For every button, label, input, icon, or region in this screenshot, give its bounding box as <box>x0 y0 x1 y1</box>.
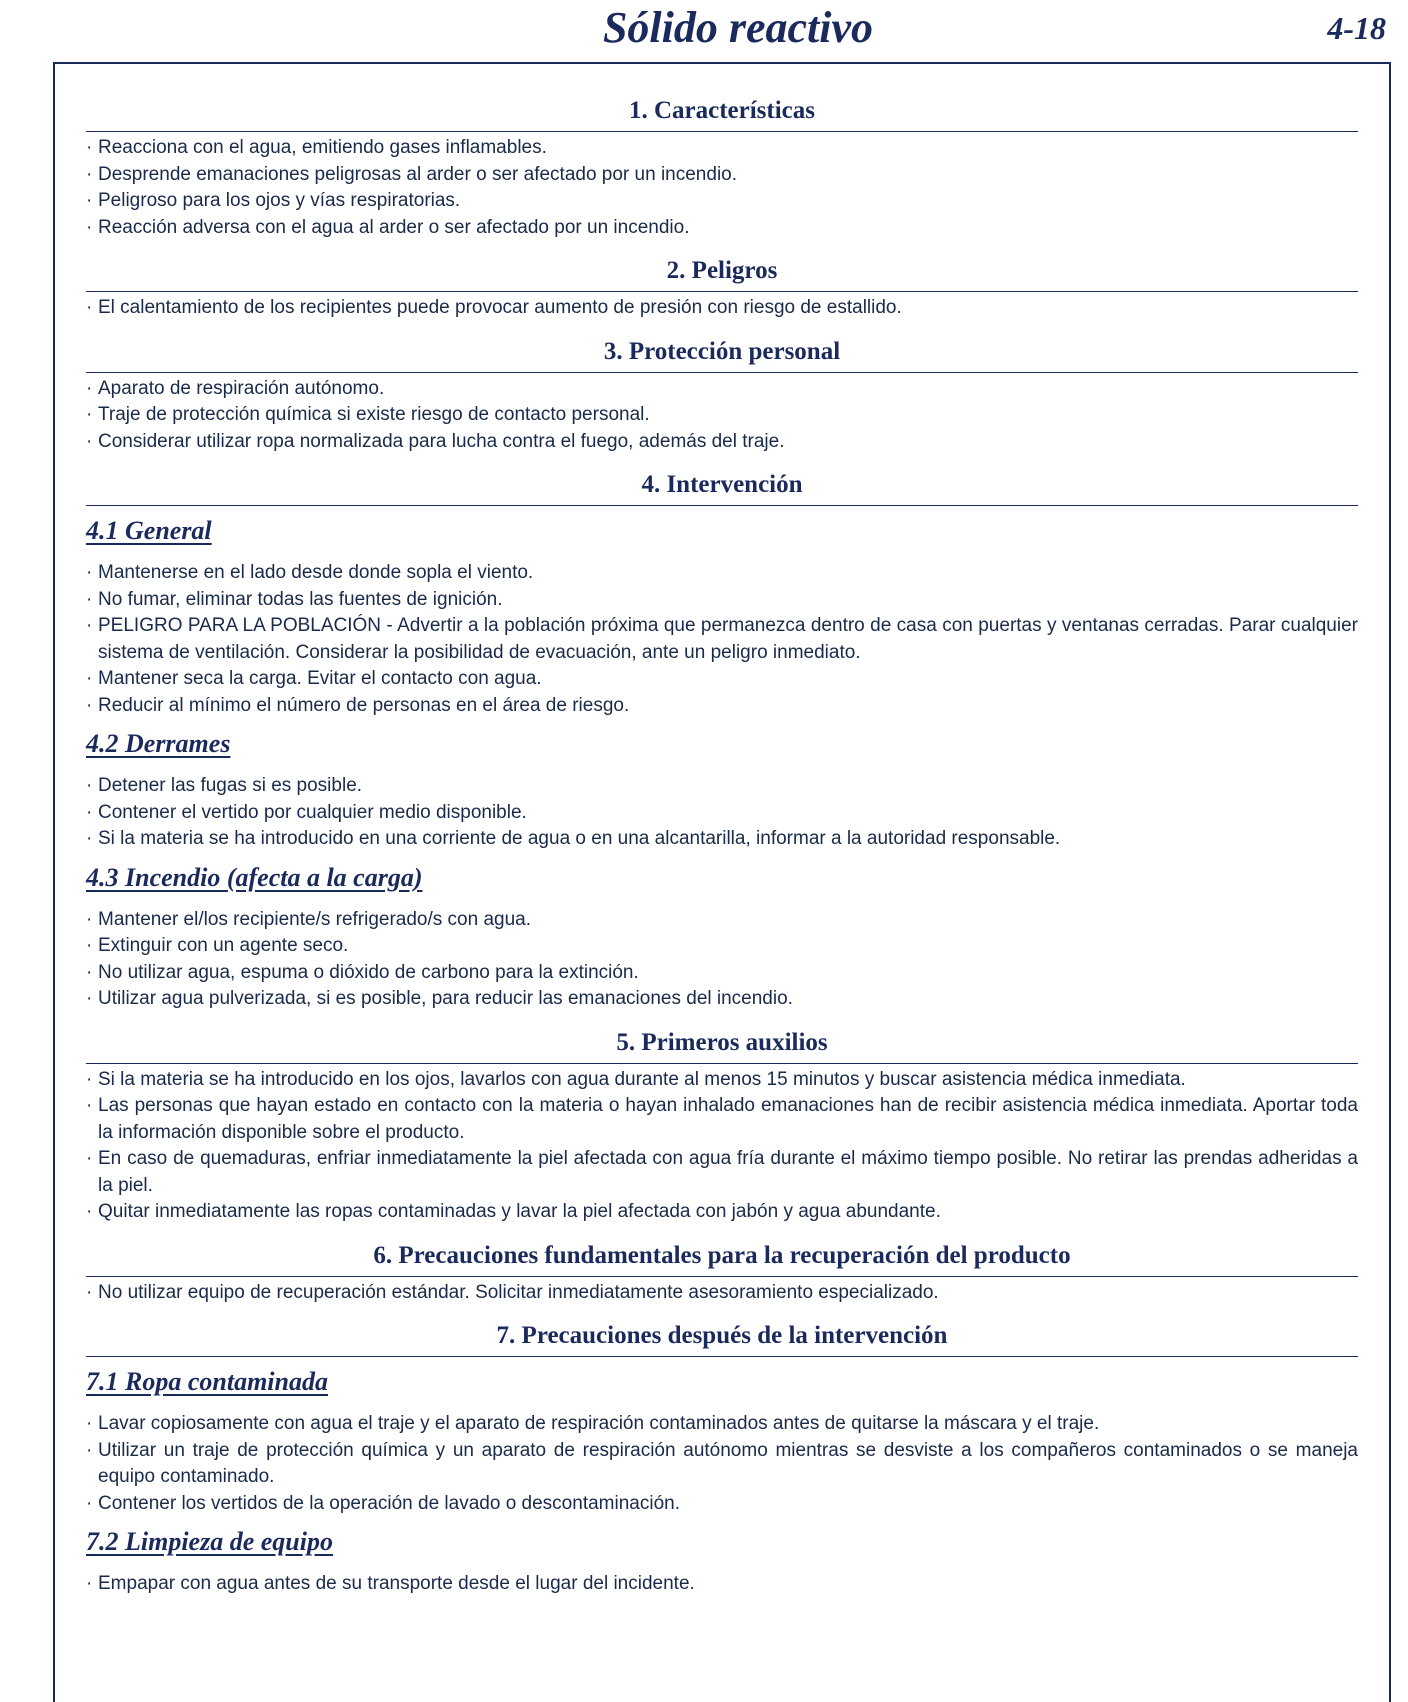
list-item: · No fumar, eliminar todas las fuentes de ignición. <box>86 587 1358 614</box>
list-item: · Empapar con agua antes de su transporte desde el lugar del incidente. <box>86 1571 1358 1598</box>
subsection-heading: 4.1 General <box>86 516 212 545</box>
list-item: · Si la materia se ha introducido en los ojos, lavarlos con agua durante al menos 15 minutos y buscar asistencia médica inmediata. <box>86 1067 1358 1094</box>
list-item: · Quitar inmediatamente las ropas contaminadas y lavar la piel afectada con jabón y agua abundante. <box>86 1199 1358 1226</box>
section-proteccion-personal <box>86 332 1358 456</box>
list-item: · No utilizar equipo de recuperación estándar. Solicitar inmediatamente asesoramiento especializado. <box>86 1280 1358 1307</box>
section-caracteristicas <box>86 91 1358 241</box>
list-item: · Utilizar agua pulverizada, si es posible, para reducir las emanaciones del incendio. <box>86 986 1358 1013</box>
section-heading: 4. Intervención <box>86 465 1358 506</box>
list-item: · Aparato de respiración autónomo. <box>86 376 1358 403</box>
section-peligros <box>86 251 1358 322</box>
list-item: · Detener las fugas si es posible. <box>86 773 1358 800</box>
list-item: · Mantener seca la carga. Evitar el contacto con agua. <box>86 666 1358 693</box>
document-title: Sólido reactivo <box>602 3 874 52</box>
section-intervencion <box>86 465 1358 1013</box>
list-item: · Mantener el/los recipiente/s refrigerado/s con agua. <box>86 907 1358 934</box>
list-item: · Traje de protección química si existe riesgo de contacto personal. <box>86 402 1358 429</box>
list-item: · Utilizar un traje de protección química y un aparato de respiración autónomo mientras se desviste a los compañeros contaminados o se maneja equipo contaminado. <box>86 1438 1358 1491</box>
bullet-list <box>86 376 1358 456</box>
list-item: · Reacción adversa con el agua al arder o ser afectado por un incendio. <box>86 215 1358 242</box>
bullet-list <box>86 773 1358 853</box>
list-item: · Contener el vertido por cualquier medio disponible. <box>86 800 1358 827</box>
list-item: · Reducir al mínimo el número de personas en el área de riesgo. <box>86 693 1358 720</box>
section-precauciones-despues <box>86 1316 1358 1598</box>
section-precauciones-recuperacion <box>86 1236 1358 1307</box>
list-item: · Contener los vertidos de la operación de lavado o descontaminación. <box>86 1491 1358 1518</box>
section-heading: 3. Protección personal <box>86 332 1358 373</box>
list-item: · El calentamiento de los recipientes puede provocar aumento de presión con riesgo de estallido. <box>86 295 1358 322</box>
section-primeros-auxilios <box>86 1023 1358 1226</box>
list-item: · Desprende emanaciones peligrosas al arder o ser afectado por un incendio. <box>86 162 1358 189</box>
list-item: · Mantenerse en el lado desde donde sopla el viento. <box>86 560 1358 587</box>
bullet-list <box>86 1571 1358 1598</box>
bullet-list <box>86 560 1358 719</box>
list-item: · Lavar copiosamente con agua el traje y el aparato de respiración contaminados antes de quitarse la máscara y el traje. <box>86 1411 1358 1438</box>
section-heading: 2. Peligros <box>86 251 1358 292</box>
list-item: · Considerar utilizar ropa normalizada para lucha contra el fuego, además del traje. <box>86 429 1358 456</box>
bullet-list <box>86 907 1358 1013</box>
page-number: 4-18 <box>1327 10 1386 46</box>
bullet-list <box>86 1067 1358 1226</box>
bullet-list <box>86 1280 1358 1307</box>
bullet-list <box>86 1411 1358 1517</box>
subsection-heading: 7.1 Ropa contaminada <box>86 1367 328 1396</box>
list-item: · No utilizar agua, espuma o dióxido de carbono para la extinción. <box>86 960 1358 987</box>
subsection-heading: 7.2 Limpieza de equipo <box>86 1527 333 1556</box>
list-item: · Si la materia se ha introducido en una corriente de agua o en una alcantarilla, informar a la autoridad responsable. <box>86 826 1358 853</box>
document-body <box>86 91 1358 1598</box>
bullet-list <box>86 295 1358 322</box>
subsection-heading: 4.3 Incendio (afecta a la carga) <box>86 862 423 892</box>
list-item: · Extinguir con un agente seco. <box>86 933 1358 960</box>
page-header <box>0 0 1408 62</box>
list-item: · Reacciona con el agua, emitiendo gases inflamables. <box>86 135 1358 162</box>
bullet-list <box>86 135 1358 241</box>
list-item: · En caso de quemaduras, enfriar inmediatamente la piel afectada con agua fría durante el máximo tiempo posible. No retirar las prendas adheridas a la piel. <box>86 1146 1358 1199</box>
list-item: · PELIGRO PARA LA POBLACIÓN - Advertir a la población próxima que permanezca dentro de casa con puertas y ventanas cerradas. Parar cualquier sistema de ventilación. Considerar la posibilidad de evacuación, ante un peligro inmediato. <box>86 613 1358 666</box>
section-heading: 7. Precauciones después de la intervención <box>86 1316 1358 1357</box>
subsection-heading: 4.2 Derrames <box>86 729 231 758</box>
section-heading: 5. Primeros auxilios <box>86 1023 1358 1064</box>
section-heading: 6. Precauciones fundamentales para la recuperación del producto <box>86 1236 1358 1277</box>
list-item: · Las personas que hayan estado en contacto con la materia o hayan inhalado emanaciones han de recibir asistencia médica inmediata. Aportar toda la información disponible sobre el producto. <box>86 1093 1358 1146</box>
list-item: · Peligroso para los ojos y vías respiratorias. <box>86 188 1358 215</box>
section-heading: 1. Características <box>86 91 1358 132</box>
